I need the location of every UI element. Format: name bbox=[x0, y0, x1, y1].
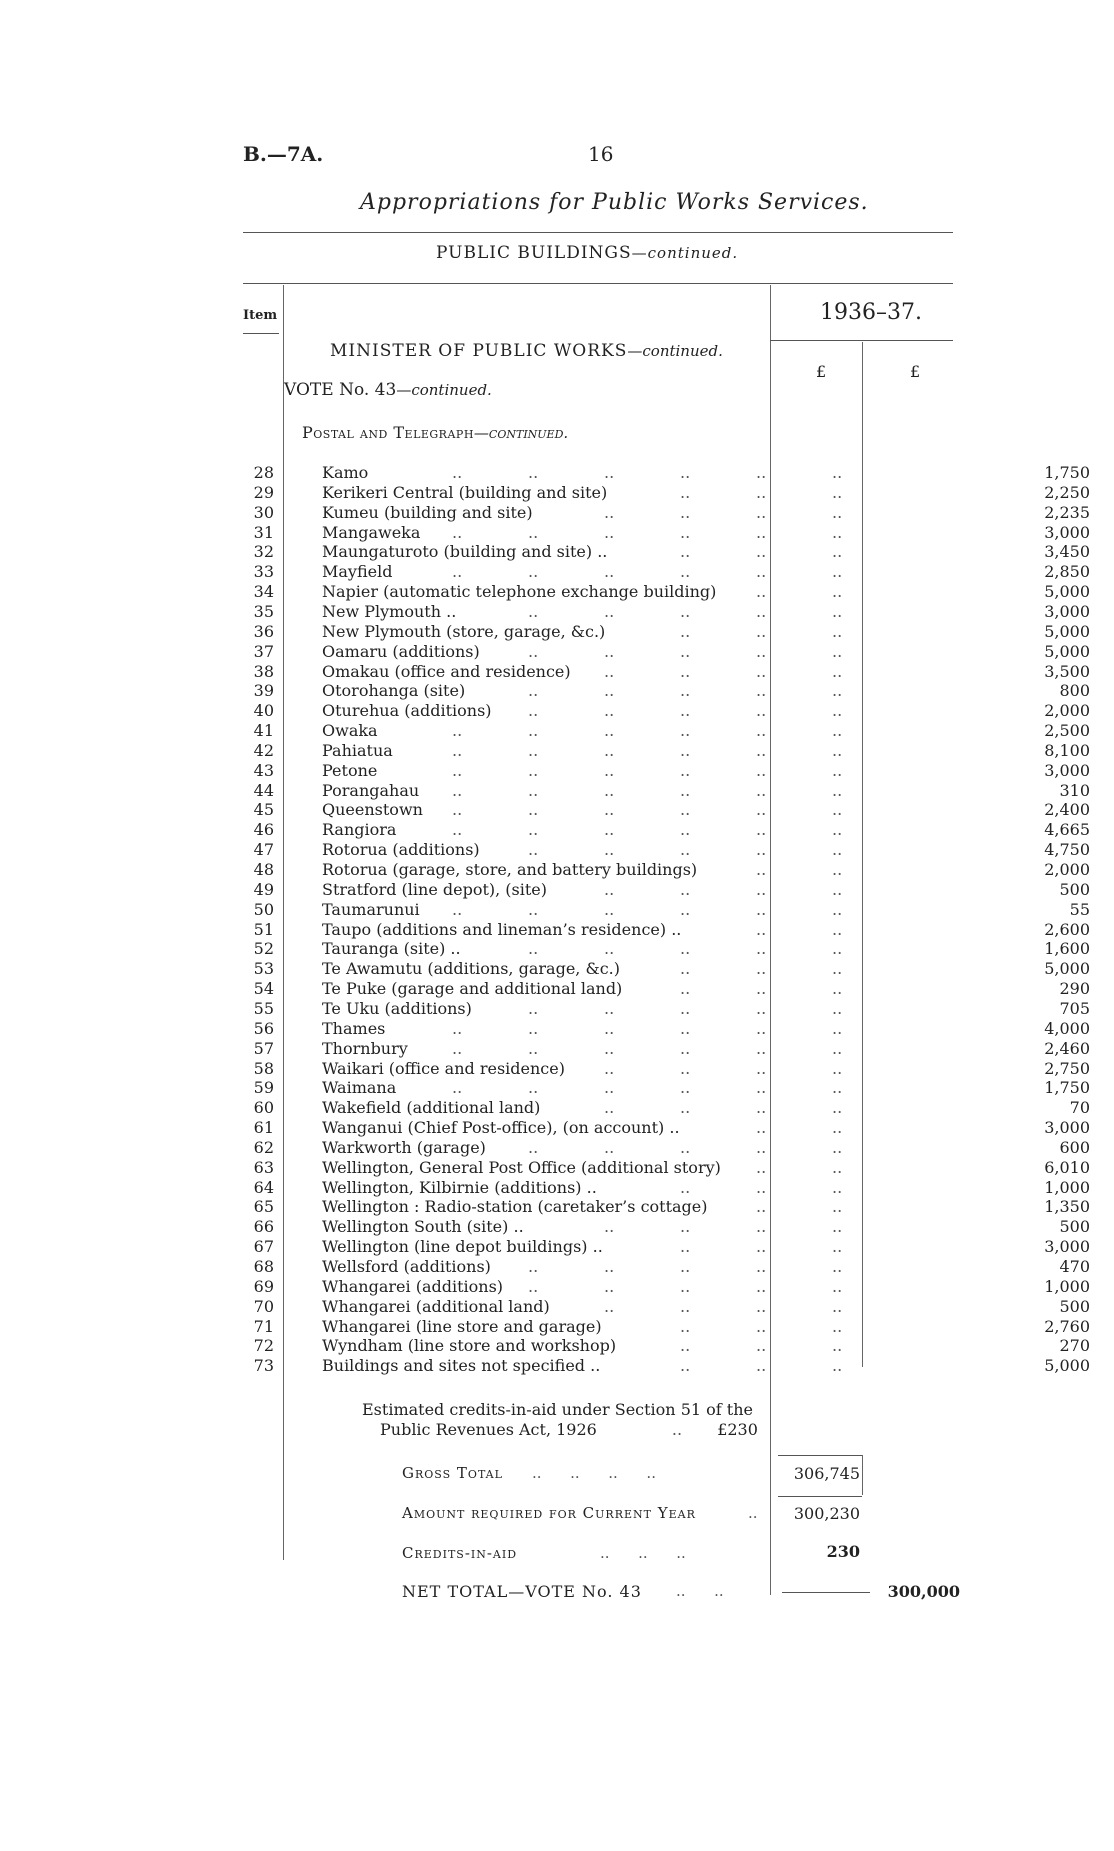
minister-heading-main: MINISTER OF PUBLIC WORKS bbox=[330, 341, 628, 361]
table-row: 38 Omakau (office and residence) 3,500 .. .. .. .. bbox=[230, 662, 870, 682]
item-number: 45 bbox=[253, 800, 274, 820]
item-amount: 705 bbox=[1059, 998, 1090, 1018]
table-row: 73 Buildings and sites not specified .. 5,000 .. .. .. bbox=[230, 1356, 870, 1376]
table-row: 65 Wellington : Radio-station (caretaker’s cottage) 1,350 .. .. bbox=[230, 1197, 870, 1217]
table-row: 64 Wellington, Kilbirnie (additions) .. 1,000 .. .. .. bbox=[230, 1178, 870, 1198]
item-amount: 2,000 bbox=[1044, 860, 1090, 879]
table-row: 50 Taumarunui 55 .. .. .. .. .. .. bbox=[230, 900, 870, 920]
table-row: 35 New Plymouth .. 3,000 .. .. .. .. .. bbox=[230, 602, 870, 622]
table-row: 36 New Plymouth (store, garage, &c.) 5,000 .. .. .. bbox=[230, 622, 870, 642]
item-amount: 2,235 bbox=[1044, 502, 1090, 522]
item-number: 68 bbox=[253, 1257, 274, 1276]
item-amount: 6,010 bbox=[1044, 1157, 1090, 1177]
item-amount: 3,000 bbox=[1044, 1118, 1090, 1138]
item-number: 64 bbox=[253, 1177, 274, 1197]
gross-total-top-rule bbox=[778, 1455, 862, 1456]
item-number: 40 bbox=[253, 701, 274, 721]
table-row: 41 Owaka 2,500 .. .. .. .. .. .. bbox=[230, 721, 870, 741]
table-row: 52 Tauranga (site) .. 1,600 .. .. .. .. .. bbox=[230, 939, 870, 959]
title-rule bbox=[243, 232, 953, 233]
credits-note-line-2-row bbox=[362, 1420, 758, 1440]
gross-total-bracket bbox=[862, 1455, 863, 1495]
item-amount: 1,600 bbox=[1044, 939, 1090, 959]
table-row: 68 Wellsford (additions) 470 .. .. .. .. .. bbox=[230, 1257, 870, 1277]
item-number: 36 bbox=[253, 621, 274, 641]
item-number: 29 bbox=[253, 482, 274, 502]
item-amount: 8,100 bbox=[1044, 740, 1090, 760]
item-description: Taumarunui bbox=[322, 899, 420, 919]
item-description: Otorohanga (site) bbox=[322, 681, 466, 701]
item-amount: 1,000 bbox=[1044, 1177, 1090, 1197]
item-number: 62 bbox=[253, 1137, 274, 1157]
subtitle-rule bbox=[243, 283, 953, 284]
gross-total-dots: .. .. .. .. bbox=[532, 1464, 656, 1482]
item-description: Owaka bbox=[322, 721, 378, 741]
item-number: 28 bbox=[253, 463, 274, 482]
item-amount: 4,000 bbox=[1044, 1018, 1090, 1038]
item-amount: 3,000 bbox=[1044, 760, 1090, 780]
item-number: 71 bbox=[253, 1316, 274, 1336]
item-description: Whangarei (line store and garage) bbox=[322, 1316, 602, 1336]
table-row: 43 Petone 3,000 .. .. .. .. .. .. bbox=[230, 761, 870, 781]
item-number: 58 bbox=[253, 1058, 274, 1078]
item-number: 69 bbox=[253, 1276, 274, 1296]
item-amount: 2,400 bbox=[1044, 800, 1090, 820]
item-description: Thornbury bbox=[322, 1038, 408, 1058]
item-description: Mangaweka bbox=[322, 522, 421, 542]
item-description: Wellington (line depot buildings) .. bbox=[322, 1237, 603, 1257]
item-amount: 5,000 bbox=[1044, 1356, 1090, 1376]
table-row: 71 Whangarei (line store and garage) 2,760 .. .. .. bbox=[230, 1317, 870, 1337]
item-description: Oamaru (additions) bbox=[322, 641, 480, 661]
item-number: 44 bbox=[253, 780, 274, 800]
item-number: 38 bbox=[253, 661, 274, 681]
item-description: Rotorua (additions) bbox=[322, 840, 480, 860]
minister-heading-continued: —continued. bbox=[627, 342, 723, 360]
item-description: Queenstown bbox=[322, 800, 423, 820]
table-row: 60 Wakefield (additional land) 70 .. .. .. .. bbox=[230, 1098, 870, 1118]
item-number: 51 bbox=[253, 919, 274, 939]
table-row: 57 Thornbury 2,460 .. .. .. .. .. .. bbox=[230, 1039, 870, 1059]
item-number: 42 bbox=[253, 740, 274, 760]
item-description: New Plymouth (store, garage, &c.) bbox=[322, 621, 606, 641]
item-description: Wellington, Kilbirnie (additions) .. bbox=[322, 1177, 597, 1197]
item-description: Whangarei (additional land) bbox=[322, 1296, 550, 1316]
table-row: 62 Warkworth (garage) 600 .. .. .. .. .. bbox=[230, 1138, 870, 1158]
item-amount: 5,000 bbox=[1044, 621, 1090, 641]
item-number: 49 bbox=[253, 879, 274, 899]
item-description: Wyndham (line store and workshop) bbox=[322, 1336, 617, 1356]
table-row: 69 Whangarei (additions) 1,000 .. .. .. .. .. bbox=[230, 1277, 870, 1297]
item-description: Tauranga (site) .. bbox=[322, 939, 461, 959]
item-description: Te Uku (additions) bbox=[322, 998, 472, 1018]
item-number: 60 bbox=[253, 1098, 274, 1118]
item-number: 30 bbox=[253, 502, 274, 522]
item-amount: 2,250 bbox=[1044, 482, 1090, 502]
table-row: 63 Wellington, General Post Office (additional story) 6,010 .. .. bbox=[230, 1158, 870, 1178]
table-row: 46 Rangiora 4,665 .. .. .. .. .. .. bbox=[230, 820, 870, 840]
table-row: 30 Kumeu (building and site) 2,235 .. .. .. .. bbox=[230, 503, 870, 523]
postal-heading-main: Postal and Telegraph bbox=[302, 423, 474, 442]
credits-in-aid-note bbox=[362, 1400, 758, 1440]
item-description: Petone bbox=[322, 760, 378, 780]
item-amount: 2,760 bbox=[1044, 1316, 1090, 1336]
item-amount: 1,750 bbox=[1044, 1078, 1090, 1098]
item-number: 48 bbox=[253, 860, 274, 879]
table-row: 40 Oturehua (additions) 2,000 .. .. .. .. .. bbox=[230, 701, 870, 721]
section-title bbox=[436, 243, 738, 263]
item-description: Taupo (additions and lineman’s residence) .. bbox=[322, 919, 682, 939]
item-description: Napier (automatic telephone exchange building) bbox=[322, 582, 717, 602]
net-total-label: NET TOTAL—VOTE No. 43 bbox=[402, 1582, 642, 1601]
item-description: Wanganui (Chief Post-office), (on account) .. bbox=[322, 1118, 680, 1138]
table-row: 28 Kamo 1,750 .. .. .. .. .. .. bbox=[230, 463, 870, 483]
item-amount: 800 bbox=[1059, 681, 1090, 701]
pound-sign-second-column: £ bbox=[910, 362, 921, 381]
pound-sign-first-column: £ bbox=[816, 362, 827, 381]
table-row: 59 Waimana 1,750 .. .. .. .. .. .. bbox=[230, 1078, 870, 1098]
item-amount: 270 bbox=[1059, 1336, 1090, 1356]
vote-heading-main: VOTE No. 43 bbox=[284, 380, 397, 400]
gross-total-label: Gross Total bbox=[402, 1464, 503, 1482]
item-description: Wellington : Radio-station (caretaker’s cottage) bbox=[322, 1197, 708, 1217]
credits-note-line-2: Public Revenues Act, 1926 bbox=[380, 1420, 597, 1439]
table-row: 61 Wanganui (Chief Post-office), (on account) .. 3,000 .. .. bbox=[230, 1118, 870, 1138]
table-row: 56 Thames 4,000 .. .. .. .. .. .. bbox=[230, 1019, 870, 1039]
postal-heading bbox=[302, 423, 568, 442]
item-description: Warkworth (garage) bbox=[322, 1137, 486, 1157]
item-description: Mayfield bbox=[322, 562, 393, 582]
credits-in-aid-dots: .. .. .. bbox=[600, 1544, 686, 1562]
item-description: Kerikeri Central (building and site) bbox=[322, 482, 608, 502]
table-row: 70 Whangarei (additional land) 500 .. .. .. .. bbox=[230, 1297, 870, 1317]
item-description: Rotorua (garage, store, and battery buildings) bbox=[322, 860, 698, 879]
item-amount: 2,850 bbox=[1044, 562, 1090, 582]
table-row: 45 Queenstown 2,400 .. .. .. .. .. .. bbox=[230, 800, 870, 820]
item-amount: 500 bbox=[1059, 1217, 1090, 1237]
item-description: Thames bbox=[322, 1018, 386, 1038]
item-number: 73 bbox=[253, 1356, 274, 1376]
item-number: 54 bbox=[253, 979, 274, 999]
item-amount: 4,665 bbox=[1044, 820, 1090, 840]
table-row: 33 Mayfield 2,850 .. .. .. .. .. .. bbox=[230, 562, 870, 582]
item-description: Waikari (office and residence) bbox=[322, 1058, 565, 1078]
item-amount: 500 bbox=[1059, 1296, 1090, 1316]
item-number: 31 bbox=[253, 522, 274, 542]
item-description: Buildings and sites not specified .. bbox=[322, 1356, 601, 1376]
net-total-amount: 300,000 bbox=[887, 1582, 960, 1601]
item-description: Omakau (office and residence) bbox=[322, 661, 571, 681]
amount-required-top-rule bbox=[778, 1496, 862, 1497]
item-amount: 290 bbox=[1059, 979, 1090, 999]
table-row: 32 Maungaturoto (building and site) .. 3,450 .. .. .. bbox=[230, 542, 870, 562]
credits-in-aid-amount: 230 bbox=[826, 1542, 860, 1561]
item-number: 55 bbox=[253, 998, 274, 1018]
item-number: 47 bbox=[253, 840, 274, 860]
item-amount: 4,750 bbox=[1044, 840, 1090, 860]
item-amount: 3,000 bbox=[1044, 522, 1090, 542]
item-description: Kumeu (building and site) bbox=[322, 502, 533, 522]
item-amount: 2,600 bbox=[1044, 919, 1090, 939]
item-description: New Plymouth .. bbox=[322, 601, 457, 621]
credits-note-line-1: Estimated credits-in-aid under Section 51 of the bbox=[362, 1400, 753, 1419]
item-number: 50 bbox=[253, 899, 274, 919]
section-title-continued: —continued. bbox=[631, 244, 739, 262]
section-title-main: PUBLIC BUILDINGS bbox=[436, 243, 632, 263]
item-amount: 310 bbox=[1059, 780, 1090, 800]
item-amount: 5,000 bbox=[1044, 641, 1090, 661]
item-amount: 2,500 bbox=[1044, 721, 1090, 741]
item-number: 39 bbox=[253, 681, 274, 701]
item-amount: 1,750 bbox=[1044, 463, 1090, 482]
credits-in-aid-label: Credits-in-aid bbox=[402, 1544, 518, 1562]
item-description: Maungaturoto (building and site) .. bbox=[322, 542, 608, 562]
item-description: Te Puke (garage and additional land) bbox=[322, 979, 623, 999]
item-description: Wellington, General Post Office (additional story) bbox=[322, 1157, 721, 1177]
item-number: 52 bbox=[253, 939, 274, 959]
item-amount: 3,000 bbox=[1044, 1237, 1090, 1257]
table-row: 49 Stratford (line depot), (site) 500 .. .. .. .. bbox=[230, 880, 870, 900]
item-number: 66 bbox=[253, 1217, 274, 1237]
item-number: 37 bbox=[253, 641, 274, 661]
table-row: 29 Kerikeri Central (building and site) 2,250 .. .. .. bbox=[230, 483, 870, 503]
item-number: 59 bbox=[253, 1078, 274, 1098]
item-number: 65 bbox=[253, 1197, 274, 1217]
item-amount: 470 bbox=[1059, 1257, 1090, 1276]
table-row: 48 Rotorua (garage, store, and battery buildings) 2,000 .. .. bbox=[230, 860, 870, 880]
page-title: Appropriations for Public Works Services. bbox=[360, 190, 869, 215]
table-row: 66 Wellington South (site) .. 500 .. .. .. .. bbox=[230, 1217, 870, 1237]
table-row: 55 Te Uku (additions) 705 .. .. .. .. .. bbox=[230, 999, 870, 1019]
item-description: Wellington South (site) .. bbox=[322, 1217, 524, 1237]
year-header-rule bbox=[770, 340, 953, 341]
vote-heading bbox=[284, 380, 492, 400]
item-amount: 1,350 bbox=[1044, 1197, 1090, 1217]
table-row: 72 Wyndham (line store and workshop) 270 .. .. .. bbox=[230, 1336, 870, 1356]
item-amount: 70 bbox=[1069, 1098, 1090, 1118]
credits-note-amount: £230 bbox=[717, 1420, 758, 1439]
item-description: Rangiora bbox=[322, 820, 397, 840]
item-description: Te Awamutu (additions, garage, &c.) bbox=[322, 959, 620, 979]
table-row: 58 Waikari (office and residence) 2,750 .. .. .. .. bbox=[230, 1059, 870, 1079]
page-number: 16 bbox=[588, 142, 614, 166]
item-amount: 1,000 bbox=[1044, 1276, 1090, 1296]
item-number: 61 bbox=[253, 1118, 274, 1138]
item-amount: 55 bbox=[1069, 899, 1090, 919]
table-row: 44 Porangahau 310 .. .. .. .. .. .. bbox=[230, 781, 870, 801]
table-row: 54 Te Puke (garage and additional land) 290 .. .. .. bbox=[230, 979, 870, 999]
gross-total-amount: 306,745 bbox=[793, 1464, 860, 1483]
item-description: Oturehua (additions) bbox=[322, 701, 492, 721]
item-number: 57 bbox=[253, 1038, 274, 1058]
item-amount: 5,000 bbox=[1044, 959, 1090, 979]
table-row: 42 Pahiatua 8,100 .. .. .. .. .. .. bbox=[230, 741, 870, 761]
minister-heading bbox=[330, 341, 723, 361]
item-number: 41 bbox=[253, 721, 274, 741]
item-amount: 3,450 bbox=[1044, 542, 1090, 562]
item-number: 33 bbox=[253, 562, 274, 582]
item-number: 35 bbox=[253, 601, 274, 621]
item-amount: 600 bbox=[1059, 1137, 1090, 1157]
item-description: Kamo bbox=[322, 463, 369, 482]
item-description: Wakefield (additional land) bbox=[322, 1098, 541, 1118]
vote-heading-continued: —continued. bbox=[396, 381, 492, 399]
item-number: 72 bbox=[253, 1336, 274, 1356]
item-amount: 3,000 bbox=[1044, 601, 1090, 621]
table-row: 51 Taupo (additions and lineman’s residence) .. 2,600 .. .. bbox=[230, 920, 870, 940]
item-description: Waimana bbox=[322, 1078, 397, 1098]
amount-required-amount: 300,230 bbox=[793, 1504, 860, 1523]
item-number: 53 bbox=[253, 959, 274, 979]
item-amount: 2,000 bbox=[1044, 701, 1090, 721]
table-row: 53 Te Awamutu (additions, garage, &c.) 5,000 .. .. .. bbox=[230, 959, 870, 979]
table-row: 34 Napier (automatic telephone exchange building) 5,000 .. .. bbox=[230, 582, 870, 602]
item-amount: 5,000 bbox=[1044, 582, 1090, 602]
amount-required-label: Amount required for Current Year bbox=[402, 1504, 696, 1522]
table-row: 39 Otorohanga (site) 800 .. .. .. .. .. bbox=[230, 681, 870, 701]
item-amount: 3,500 bbox=[1044, 661, 1090, 681]
item-number: 32 bbox=[253, 542, 274, 562]
item-number: 70 bbox=[253, 1296, 274, 1316]
item-amount: 500 bbox=[1059, 879, 1090, 899]
item-amount: 2,460 bbox=[1044, 1038, 1090, 1058]
item-number: 43 bbox=[253, 760, 274, 780]
item-header-rule bbox=[243, 333, 279, 334]
item-number: 46 bbox=[253, 820, 274, 840]
item-description: Stratford (line depot), (site) bbox=[322, 879, 548, 899]
item-description: Whangarei (additions) bbox=[322, 1276, 504, 1296]
table-row: 67 Wellington (line depot buildings) .. 3,000 .. .. .. bbox=[230, 1237, 870, 1257]
amount-required-dots: .. bbox=[748, 1504, 758, 1522]
table-row: 37 Oamaru (additions) 5,000 .. .. .. .. .. bbox=[230, 642, 870, 662]
table-row: 31 Mangaweka 3,000 .. .. .. .. .. .. bbox=[230, 523, 870, 543]
item-number: 63 bbox=[253, 1157, 274, 1177]
document-reference: B.—7A. bbox=[243, 142, 324, 166]
item-number: 67 bbox=[253, 1237, 274, 1257]
item-column-header: Item bbox=[243, 308, 278, 323]
item-description: Wellsford (additions) bbox=[322, 1257, 491, 1276]
item-description: Pahiatua bbox=[322, 740, 393, 760]
net-total-dots: .. .. bbox=[676, 1582, 724, 1600]
postal-heading-continued: —continued. bbox=[473, 424, 569, 442]
year-column-header: 1936–37. bbox=[820, 300, 922, 325]
credits-note-dots: .. bbox=[671, 1420, 683, 1439]
item-amount: 2,750 bbox=[1044, 1058, 1090, 1078]
item-description: Porangahau bbox=[322, 780, 420, 800]
table-row: 47 Rotorua (additions) 4,750 .. .. .. .. .. bbox=[230, 840, 870, 860]
item-number: 34 bbox=[253, 582, 274, 602]
item-number: 56 bbox=[253, 1018, 274, 1038]
